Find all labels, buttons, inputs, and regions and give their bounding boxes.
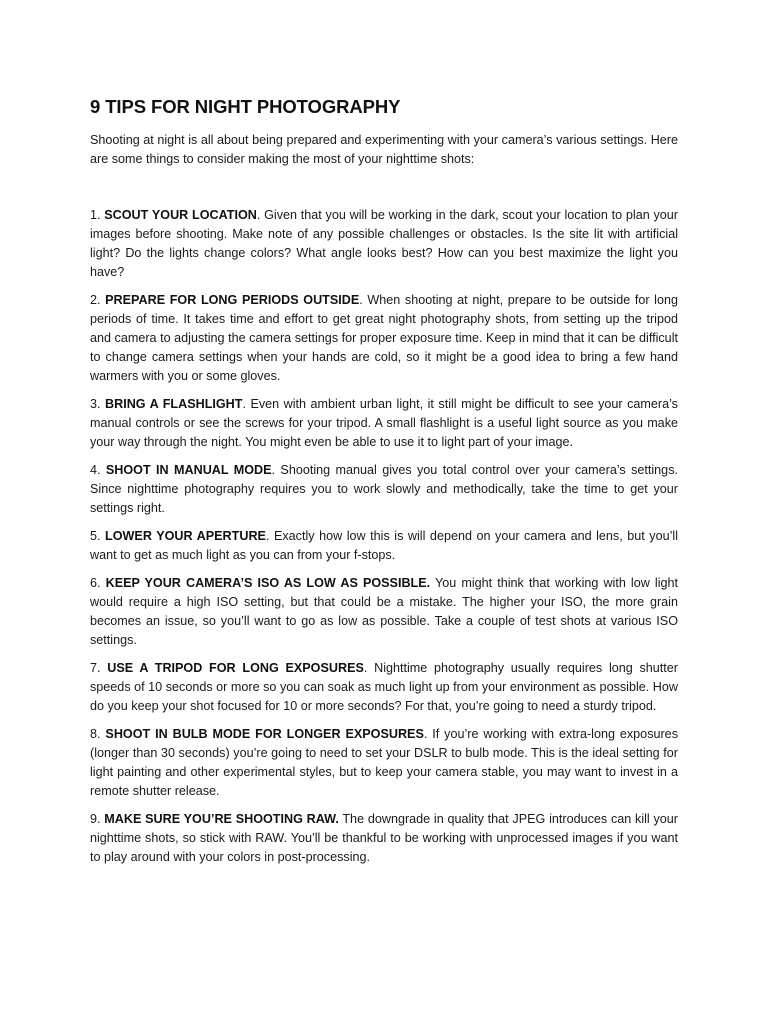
tip-text: . If you’re working with extra-long exposures (longer than 30 seconds) you’re going to need to set your DSLR to bulb mode. This is the ideal setting for light painting and other experimental styles, but to keep your camera stable, you may want to invest in a remote shutter release. — [90, 727, 678, 798]
tip-text: The downgrade in quality that JPEG introduces can kill your nighttime shots, so stick with RAW. You’ll be thankful to be working with unprocessed images if you want to play around with your colors in post-processing. — [90, 812, 678, 864]
tip-label: PREPARE FOR LONG PERIODS OUTSIDE — [105, 293, 360, 307]
tip-number: 3. — [90, 397, 105, 411]
tip-item — [90, 291, 678, 386]
tip-text: . Nighttime photography usually requires long shutter speeds of 10 seconds or more so you can soak as much light up from your environment as possible. How do you keep your shot focused for 10 or more seconds? For that, you’re going to need a sturdy tripod. — [90, 661, 678, 713]
tip-number: 5. — [90, 529, 106, 543]
tip-item — [90, 395, 678, 452]
tip-label: SHOOT IN MANUAL MODE — [105, 463, 272, 477]
tips-list — [90, 206, 678, 867]
tip-label: SCOUT YOUR LOCATION — [104, 208, 257, 222]
tip-number: 8. — [90, 727, 106, 741]
tip-number: 2. — [90, 293, 106, 307]
document-page — [90, 96, 678, 876]
tip-text: . Shooting manual gives you total control over your camera’s settings. Since nighttime photography requires you to work slowly and methodically, take the time to get your settings right. — [90, 463, 678, 515]
tip-text: . Exactly how low this is will depend on your camera and lens, but you’ll want to get as much light as you can from your f-stops. — [90, 529, 678, 562]
tip-number: 9. — [90, 812, 105, 826]
tip-item — [90, 810, 678, 867]
tip-item — [90, 206, 678, 282]
tip-item — [90, 725, 678, 801]
tip-text: . When shooting at night, prepare to be outside for long periods of time. It takes time and effort to get great night photography shots, from setting up the tripod and camera to adjusting the camera settings for proper exposure time. Keep in mind that it can be difficult to change camera settings when your hands are cold, so it might be a good idea to bring a few hand warmers with you or some gloves. — [90, 293, 678, 383]
tip-number: 6. — [90, 576, 106, 590]
tip-label: KEEP YOUR CAMERA’S ISO AS LOW AS POSSIBLE. — [105, 576, 431, 590]
tip-item — [90, 659, 678, 716]
tip-item — [90, 527, 678, 565]
intro-paragraph: Shooting at night is all about being prepared and experimenting with your camera’s various settings. Here are some things to consider making the most of your nighttime shots: — [90, 133, 678, 166]
document-title: 9 TIPS FOR NIGHT PHOTOGRAPHY — [90, 96, 401, 117]
tip-item — [90, 574, 678, 650]
tip-label: MAKE SURE YOU’RE SHOOTING RAW. — [104, 812, 339, 826]
tip-label: USE A TRIPOD FOR LONG EXPOSURES — [107, 661, 364, 675]
tip-number: 4. — [90, 463, 106, 477]
tip-text: . Even with ambient urban light, it still might be difficult to see your camera’s manual controls or see the screws for your tripod. A small flashlight is a useful light source as you make your way through the night. You might even be able to use it to light part of your image. — [90, 397, 678, 449]
tip-item — [90, 461, 678, 518]
tip-text: . Given that you will be working in the dark, scout your location to plan your images before shooting. Make note of any possible challenges or obstacles. Is the site lit with artificial light? Do the lights change colors? What angle looks best? How can you best maximize the light you have? — [90, 208, 678, 279]
tip-number: 1. — [90, 208, 105, 222]
tip-label: LOWER YOUR APERTURE — [105, 529, 266, 543]
tip-number: 7. — [90, 661, 108, 675]
tip-label: SHOOT IN BULB MODE FOR LONGER EXPOSURES — [105, 727, 424, 741]
tip-text: You might think that working with low light would require a high ISO setting, but that could be a mistake. The higher your ISO, the more grain becomes an issue, so you’ll want to go as low as possible. Take a couple of test shots at various ISO settings. — [90, 576, 678, 647]
tip-label: BRING A FLASHLIGHT — [105, 397, 243, 411]
